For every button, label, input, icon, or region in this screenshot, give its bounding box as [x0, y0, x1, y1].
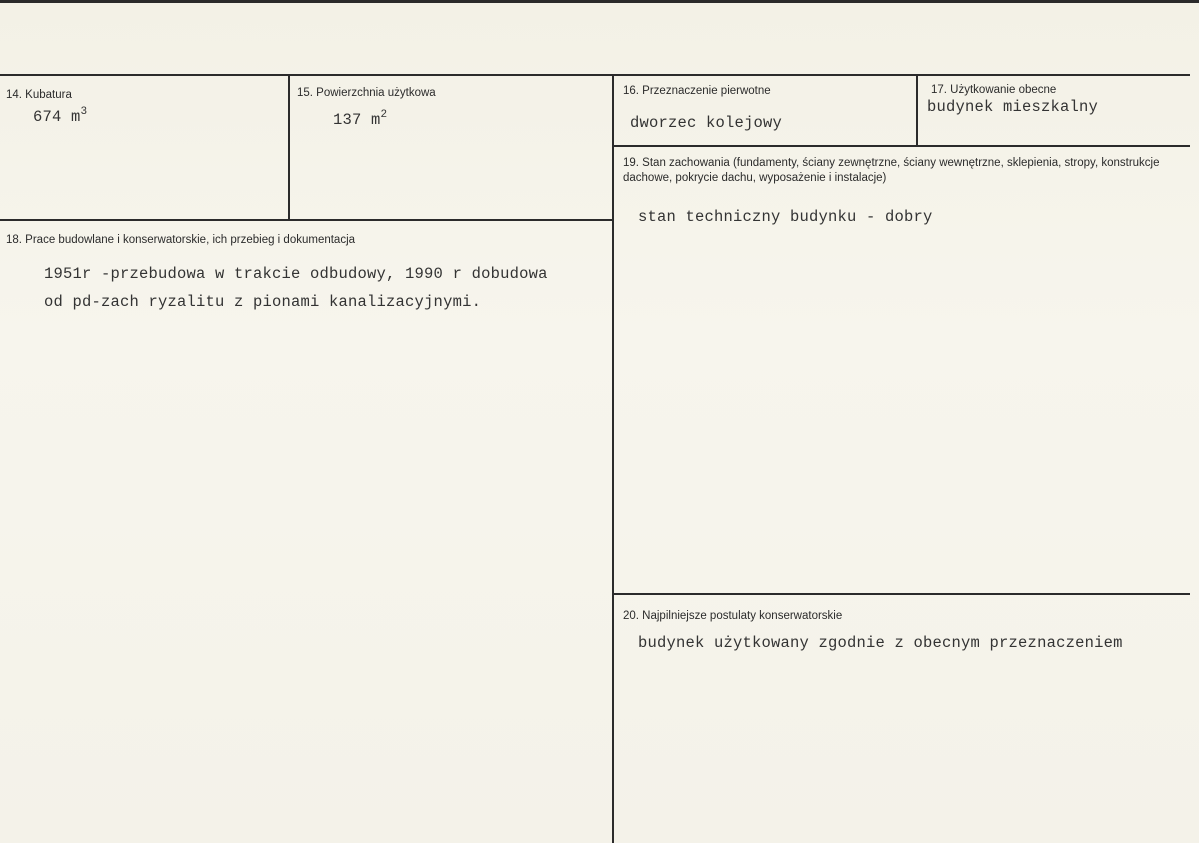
column-divider-16-17	[916, 74, 918, 147]
field-16-label: 16. Przeznaczenie pierwotne	[623, 85, 771, 97]
field-17-value: budynek mieszkalny	[927, 98, 1099, 116]
field-18-label: 18. Prace budowlane i konserwatorskie, ich przebieg i dokumentacja	[6, 234, 356, 246]
field-17-label: 17. Użytkowanie obecne	[931, 84, 1057, 96]
field-18-line: od pd-zach ryzalitu z pionami kanalizacyjnymi.	[44, 293, 482, 311]
row-divider-left	[0, 219, 614, 221]
field-20-label: 20. Najpilniejsze postulaty konserwatorskie	[623, 610, 843, 622]
field-18-text	[44, 260, 548, 316]
field-15-unit-exponent: 2	[380, 109, 388, 121]
card-top-edge	[0, 0, 1199, 3]
field-18-line: 1951r -przebudowa w trakcie odbudowy, 1990 r dobudowa	[44, 265, 548, 283]
field-15-label: 15. Powierzchnia użytkowa	[297, 87, 436, 99]
column-divider-main	[612, 74, 614, 843]
field-15-number: 137 m	[333, 111, 381, 129]
field-19-label: 19. Stan zachowania (fundamenty, ściany zewnętrzne, ściany wewnętrzne, sklepienia, stropy, konstrukcje dachowe, pokrycie dachu, wyposażenie i instalacje)	[623, 157, 1160, 184]
field-20-value: budynek użytkowany zgodnie z obecnym przeznaczeniem	[638, 634, 1123, 652]
row-divider-right-lower	[614, 593, 1190, 595]
field-16-value: dworzec kolejowy	[630, 114, 783, 132]
top-row-rule	[0, 74, 1190, 76]
field-14-unit-exponent: 3	[80, 106, 88, 118]
field-14-value	[33, 106, 87, 126]
column-divider-14-15	[288, 74, 290, 221]
field-14-number: 674 m	[33, 108, 81, 126]
row-divider-right-upper	[614, 145, 1190, 147]
field-14-label: 14. Kubatura	[6, 89, 72, 101]
field-15-value	[333, 109, 387, 129]
field-19-value: stan techniczny budynku - dobry	[638, 208, 933, 226]
